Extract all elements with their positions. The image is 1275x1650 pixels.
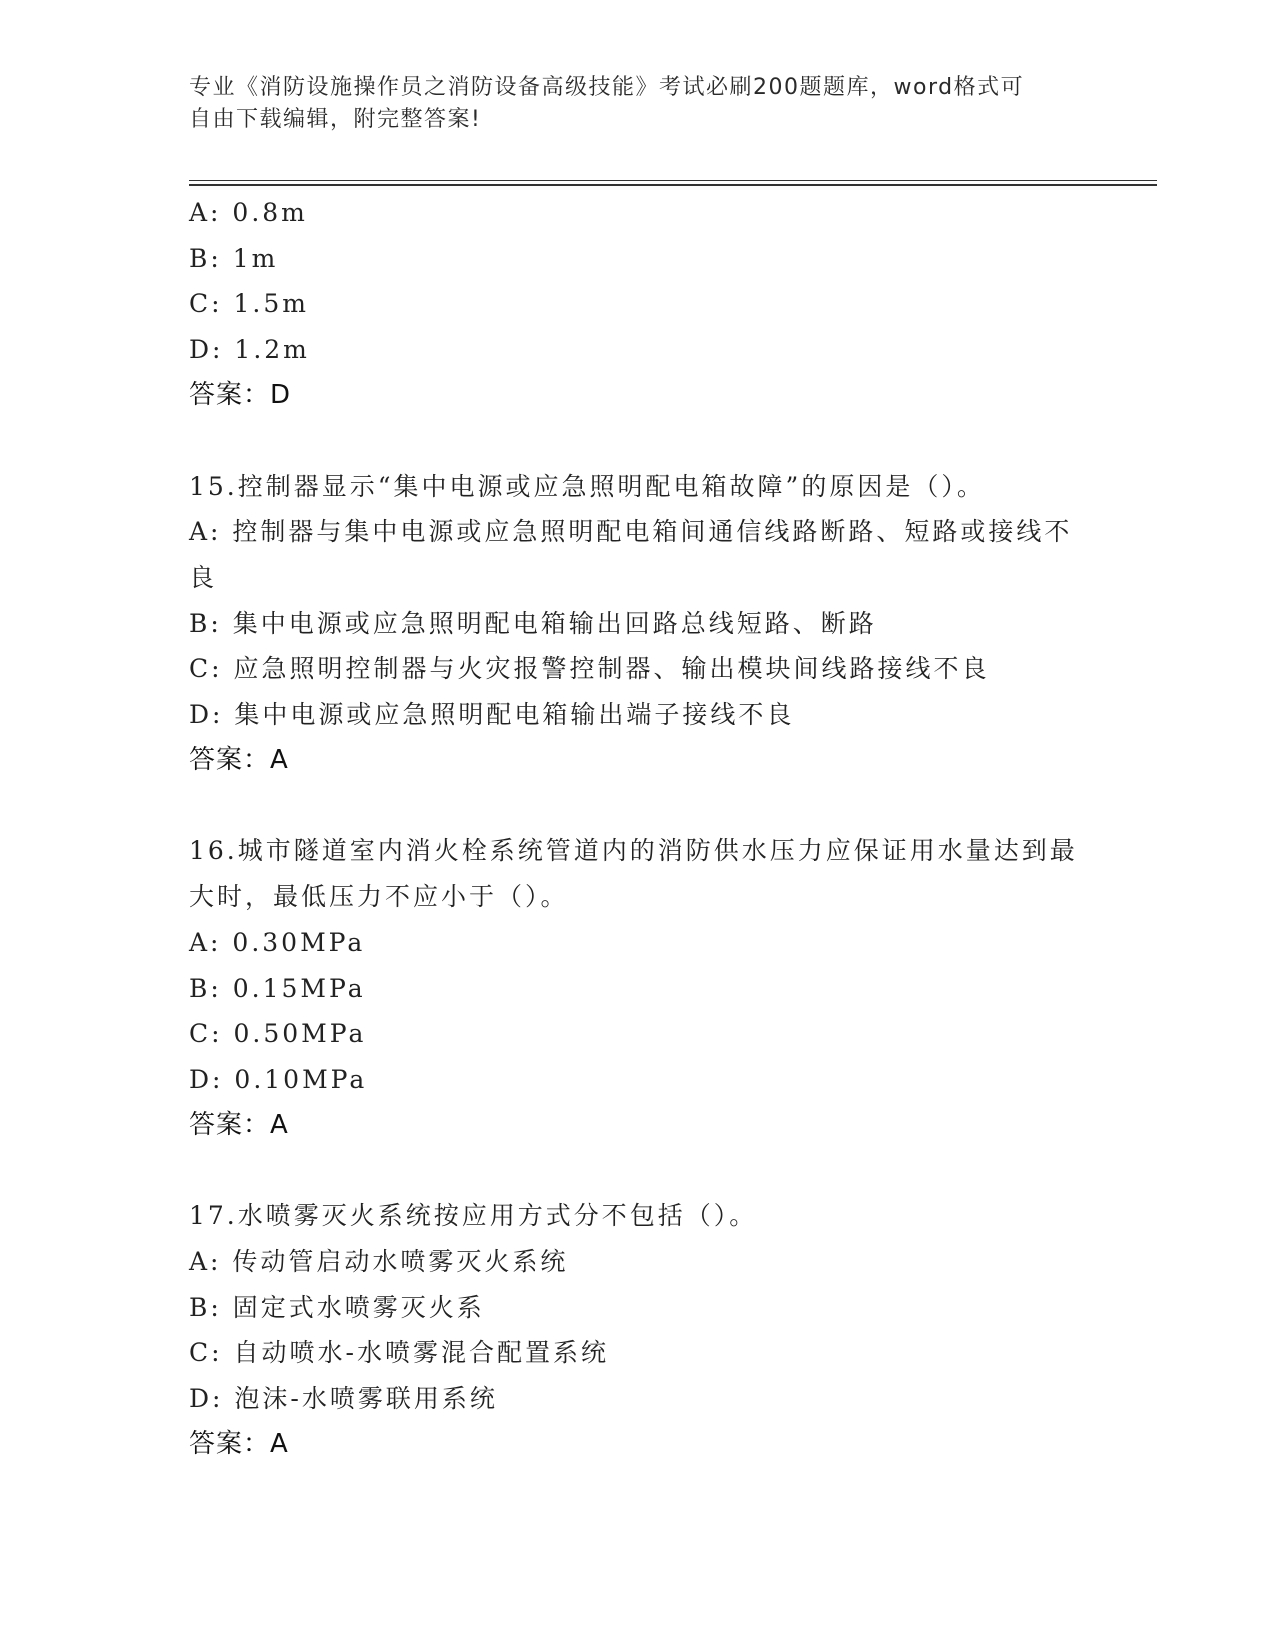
header-title-line-1: 专业《消防设施操作员之消防设备高级技能》考试必刷200题题库，word格式可	[189, 75, 1025, 100]
spacer	[189, 1148, 1089, 1193]
answer-line: 答案：D	[189, 379, 292, 410]
option-b: B: 集中电源或应急照明配电箱输出回路总线短路、断路	[189, 608, 877, 638]
header-divider-thin	[189, 180, 1157, 181]
document-header	[189, 72, 1089, 136]
answer-line: 答案：A	[189, 1428, 289, 1459]
option-c: C: 自动喷水-水喷雾混合配置系统	[189, 1338, 609, 1368]
option-d: D: 0.10MPa	[189, 1064, 368, 1094]
option-d: D: 泡沫-水喷雾联用系统	[189, 1384, 498, 1414]
question-stem: 15.控制器显示“集中电源或应急照明配电箱故障”的原因是（）。	[189, 471, 985, 501]
option-c: C: 0.50MPa	[189, 1019, 367, 1049]
question-block-16	[189, 828, 1089, 1148]
document-body	[189, 190, 1089, 1468]
question-block-17	[189, 1193, 1089, 1467]
question-block-14	[189, 190, 1089, 419]
header-divider-thick	[189, 184, 1157, 186]
question-block-15	[189, 464, 1089, 784]
option-c: C: 1.5m	[189, 289, 309, 319]
spacer	[189, 419, 1089, 464]
option-a: A: 控制器与集中电源或应急照明配电箱间通信线路断路、短路或接线不良	[189, 517, 1073, 592]
option-b: B: 1m	[189, 243, 279, 273]
option-d: D: 集中电源或应急照明配电箱输出端子接线不良	[189, 700, 795, 730]
spacer	[189, 783, 1089, 828]
option-b: B: 固定式水喷雾灭火系	[189, 1292, 485, 1322]
option-a: A: 传动管启动水喷雾灭火系统	[189, 1247, 569, 1277]
option-c: C: 应急照明控制器与火灾报警控制器、输出模块间线路接线不良	[189, 654, 990, 684]
option-d: D: 1.2m	[189, 335, 310, 365]
answer-line: 答案：A	[189, 744, 289, 775]
option-b: B: 0.15MPa	[189, 973, 366, 1003]
option-a: A: 0.8m	[189, 198, 308, 227]
option-a: A: 0.30MPa	[189, 927, 366, 957]
header-title-line-2: 自由下载编辑，附完整答案!	[189, 107, 482, 132]
answer-line: 答案：A	[189, 1109, 289, 1140]
question-stem: 16.城市隧道室内消火栓系统管道内的消防供水压力应保证用水量达到最大时，最低压力不应小于（）。	[189, 836, 1078, 912]
question-stem: 17.水喷雾灭火系统按应用方式分不包括（）。	[189, 1201, 758, 1231]
